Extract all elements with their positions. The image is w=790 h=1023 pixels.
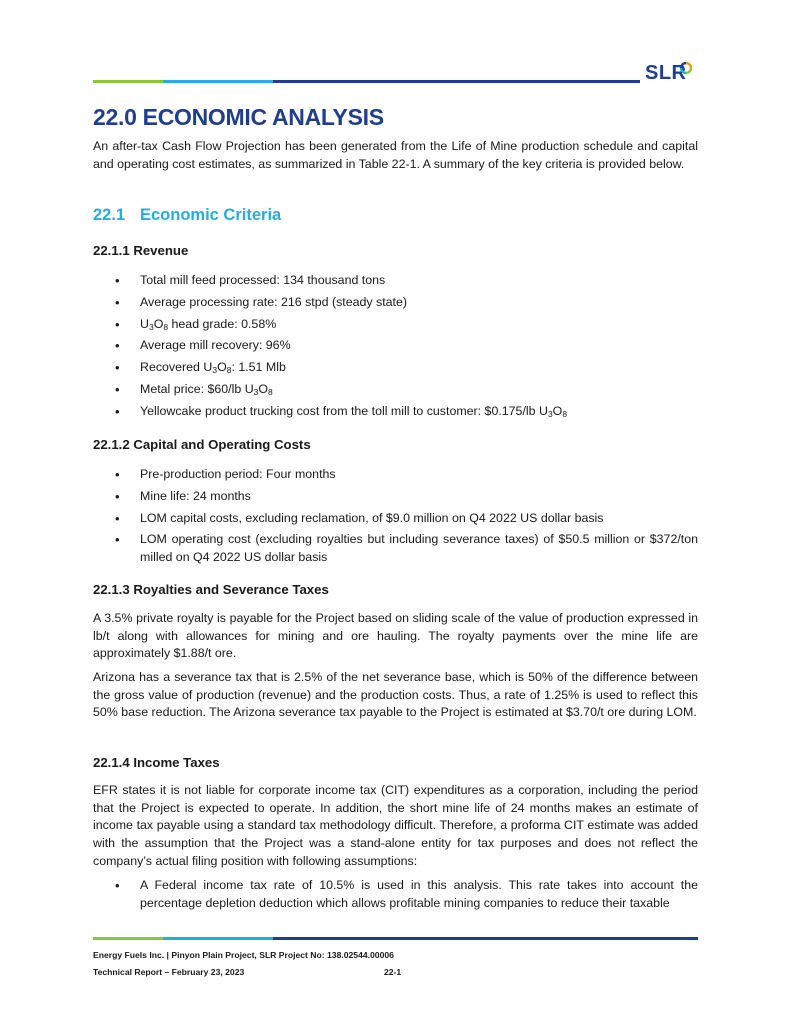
list-item: • Recovered $U_3O_8$: 1.51 Mlb <box>93 359 698 377</box>
list-item: • Metal price: $60/lb $U_3O_8$ <box>93 381 698 399</box>
capital-list <box>93 466 698 571</box>
header-rule-navy <box>273 80 640 83</box>
section-heading-22-1 <box>93 206 281 225</box>
list-item: • Yellowcake product trucking cost from the toll mill to customer: $0.175/lb $U_3O_8$ <box>93 403 698 421</box>
list-item: • A Federal income tax rate of 10.5% is used in this analysis. This rate takes into account the percentage depletion deduction which allows profitable mining companies to reduce their taxable <box>93 877 698 912</box>
subsection-heading-income-taxes: 22.1.4 Income Taxes <box>93 755 220 770</box>
section-title: Economic Criteria <box>140 206 282 224</box>
subsection-heading-royalties: 22.1.3 Royalties and Severance Taxes <box>93 582 329 597</box>
section-number: 22.1 <box>93 206 126 224</box>
footer-rule-green <box>93 937 163 940</box>
slr-logo: SLR <box>645 62 687 84</box>
royalties-paragraph-1: A 3.5% private royalty is payable for the Project based on sliding scale of the value of production expressed in lb/t along with allowances for mining and ore hauling. The royalty payments over the mine life are approximately $1.88/t ore. <box>93 611 698 661</box>
list-item: • LOM capital costs, excluding reclamation, of $9.0 million on Q4 2022 US dollar basis <box>93 510 698 528</box>
header-rule-green <box>93 80 163 83</box>
page-title: 22.0 ECONOMIC ANALYSIS <box>93 104 384 130</box>
slr-logo-mark-icon <box>680 62 692 74</box>
footer-report-date: Technical Report – February 23, 2023 <box>93 967 245 977</box>
list-item: • Mine life: 24 months <box>93 488 698 506</box>
list-item: • Average processing rate: 216 stpd (steady state) <box>93 294 698 312</box>
subsection-heading-revenue: 22.1.1 Revenue <box>93 243 189 258</box>
income-list <box>93 877 698 917</box>
list-item: • Total mill feed processed: 134 thousand tons <box>93 272 698 290</box>
intro-paragraph: An after-tax Cash Flow Projection has been generated from the Life of Mine production schedule and capital and operating cost estimates, as summarized in Table 22-1. A summary of the key criteria is provided below. <box>93 139 698 171</box>
list-item: • Average mill recovery: 96% <box>93 337 698 355</box>
subsection-heading-capital: 22.1.2 Capital and Operating Costs <box>93 437 311 452</box>
royalties-paragraph-2: Arizona has a severance tax that is 2.5% of the net severance base, which is 50% of the difference between the gross value of production (revenue) and the production costs. Thus, a rate of 1.25% is used to reflect this 50% base reduction. The Arizona severance tax payable to the Project is estimated at $3.70/t ore during LOM. <box>93 670 698 720</box>
footer-project: Energy Fuels Inc. | Pinyon Plain Project, SLR Project No: 138.02544.00006 <box>93 950 394 960</box>
page-number: 22-1 <box>384 967 402 977</box>
footer-rule-cyan <box>163 937 273 940</box>
revenue-list <box>93 272 698 425</box>
income-paragraph: EFR states it is not liable for corporate income tax (CIT) expenditures as a corporation, including the period that the Project is expected to operate. In addition, the short mine life of 24 months makes an estimate of income tax payable using a standard tax methodology difficult. Therefore, a proforma CIT estimate was added with the assumption that the Project was a stand-alone entity for tax purposes and does not reflect the company’s actual filing position with following assumptions: <box>93 783 698 868</box>
list-item: • Pre-production period: Four months <box>93 466 698 484</box>
header-rule-cyan <box>163 80 273 83</box>
list-item: • LOM operating cost (excluding royalties but including severance taxes) of $50.5 million or $372/ton milled on Q4 2022 US dollar basis <box>93 531 698 566</box>
footer-rule-navy <box>273 937 698 940</box>
list-item: • $U_3O_8$ head grade: 0.58% <box>93 316 698 334</box>
